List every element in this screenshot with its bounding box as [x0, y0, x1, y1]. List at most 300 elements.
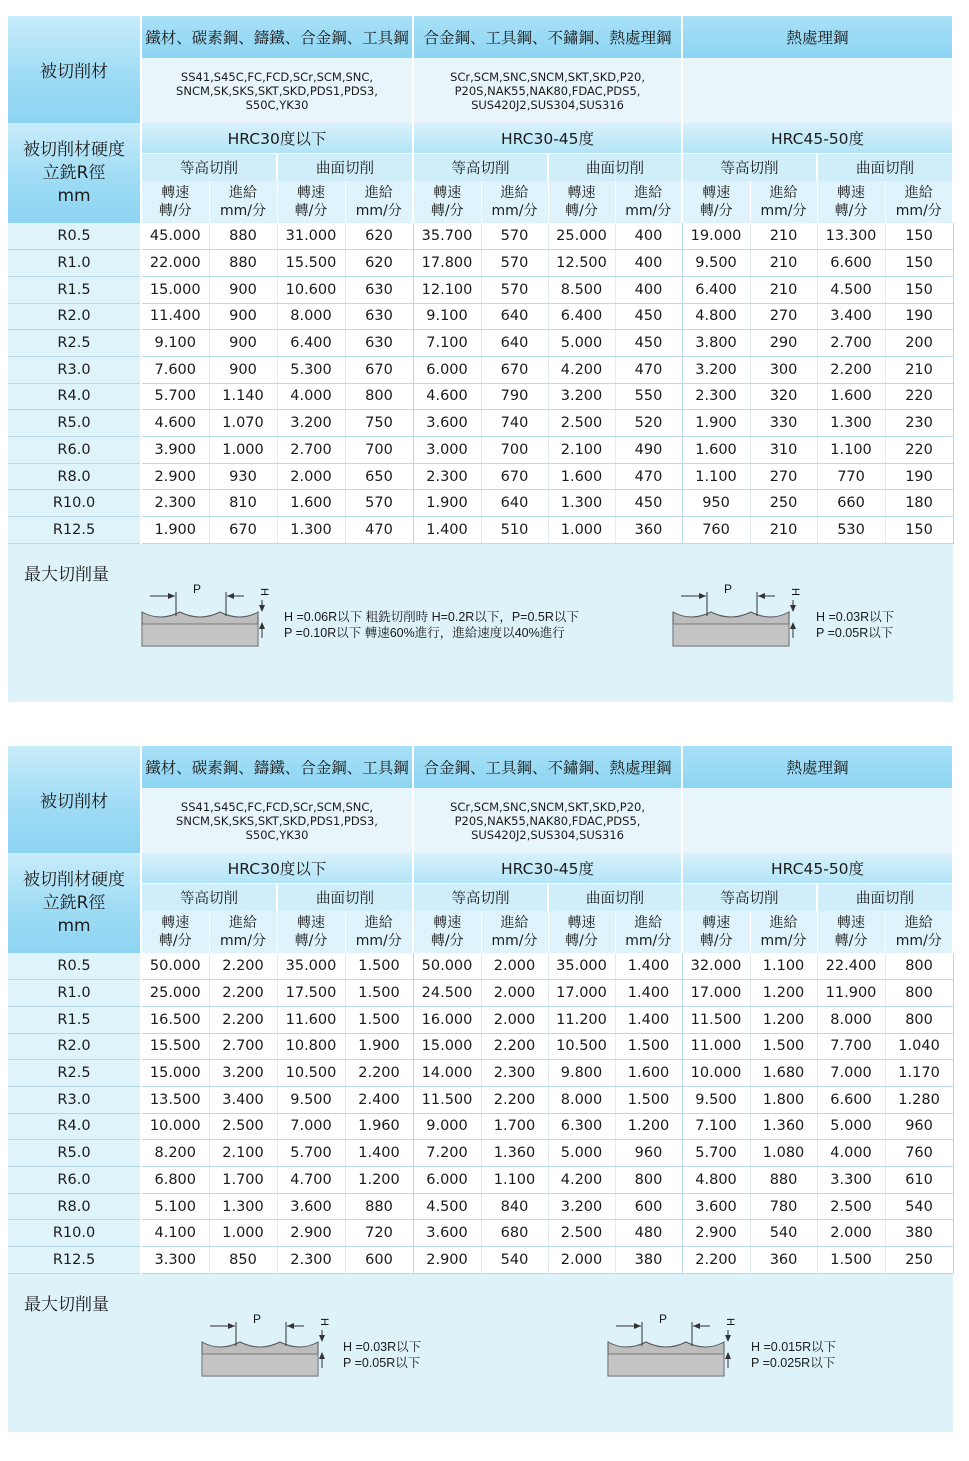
value-cell: 330 — [750, 410, 817, 437]
value-cell: 7.100 — [682, 1113, 750, 1140]
speed-unit-header: 轉速 轉/分 — [548, 911, 615, 953]
value-cell: 760 — [682, 517, 750, 544]
value-cell: 2.300 — [141, 490, 209, 517]
value-cell: 600 — [615, 1193, 682, 1220]
value-cell: 4.100 — [141, 1220, 209, 1247]
value-cell: 2.200 — [209, 980, 277, 1007]
value-cell: 2.200 — [817, 356, 885, 383]
value-cell: 10.000 — [682, 1060, 750, 1087]
value-cell: 10.500 — [548, 1033, 615, 1060]
value-cell: 530 — [817, 517, 885, 544]
value-cell: 1.300 — [209, 1193, 277, 1220]
value-cell: 2.200 — [481, 1033, 548, 1060]
value-cell: 320 — [750, 383, 817, 410]
value-cell: 2.700 — [817, 330, 885, 357]
value-cell: 640 — [481, 490, 548, 517]
radius-cell: R1.5 — [8, 276, 141, 303]
value-cell: 2.500 — [548, 410, 615, 437]
max-cut-notes-left: H =0.03R以下 P =0.05R以下 — [343, 1339, 422, 1370]
value-cell: 9.500 — [682, 250, 750, 277]
value-cell: 10.000 — [141, 1113, 209, 1140]
value-cell: 22.000 — [141, 250, 209, 277]
table-row — [8, 1220, 953, 1247]
value-cell: 3.800 — [682, 330, 750, 357]
value-cell: 660 — [817, 490, 885, 517]
value-cell: 2.200 — [209, 1006, 277, 1033]
h-dimension-label: H — [258, 587, 270, 596]
table-row — [8, 1140, 953, 1167]
value-cell: 5.000 — [548, 330, 615, 357]
value-cell: 4.500 — [413, 1193, 481, 1220]
value-cell: 4.200 — [548, 1167, 615, 1194]
value-cell: 2.200 — [682, 1247, 750, 1274]
value-cell: 3.300 — [817, 1167, 885, 1194]
value-cell: 150 — [885, 250, 953, 277]
value-cell: 13.500 — [141, 1086, 209, 1113]
value-cell: 200 — [885, 330, 953, 357]
value-cell: 5.100 — [141, 1193, 209, 1220]
mode-contour-3: 等高切削 — [682, 153, 817, 181]
value-cell: 570 — [481, 276, 548, 303]
value-cell: 960 — [615, 1140, 682, 1167]
value-cell: 570 — [481, 223, 548, 250]
value-cell: 17.500 — [277, 980, 345, 1007]
table-row — [8, 953, 953, 980]
radius-cell: R2.5 — [8, 1060, 141, 1087]
value-cell: 480 — [615, 1220, 682, 1247]
value-cell: 1.200 — [615, 1113, 682, 1140]
value-cell: 600 — [345, 1247, 413, 1274]
value-cell: 800 — [885, 953, 953, 980]
value-cell: 6.300 — [548, 1113, 615, 1140]
value-cell: 2.000 — [817, 1220, 885, 1247]
value-cell: 1.700 — [481, 1113, 548, 1140]
value-cell: 790 — [481, 383, 548, 410]
value-cell: 880 — [209, 250, 277, 277]
value-cell: 9.100 — [413, 303, 481, 330]
value-cell: 12.500 — [548, 250, 615, 277]
value-cell: 1.900 — [141, 517, 209, 544]
value-cell: 2.300 — [481, 1060, 548, 1087]
cutting-condition-table — [8, 746, 954, 1274]
value-cell: 840 — [481, 1193, 548, 1220]
value-cell: 1.900 — [345, 1033, 413, 1060]
value-cell: 680 — [481, 1220, 548, 1247]
radius-cell: R4.0 — [8, 383, 141, 410]
table-row — [8, 223, 953, 250]
value-cell: 1.900 — [413, 490, 481, 517]
value-cell: 11.200 — [548, 1006, 615, 1033]
value-cell: 1.200 — [345, 1167, 413, 1194]
value-cell: 6.400 — [682, 276, 750, 303]
value-cell: 670 — [209, 517, 277, 544]
value-cell: 2.700 — [277, 437, 345, 464]
p-dimension-label: P — [658, 1313, 668, 1326]
speed-unit-header: 轉速 轉/分 — [682, 911, 750, 953]
value-cell: 25.000 — [141, 980, 209, 1007]
value-cell: 1.300 — [277, 517, 345, 544]
mode-surface-1: 曲面切削 — [277, 153, 413, 181]
hrc-range-1: HRC30度以下 — [141, 123, 413, 153]
material-label: 被切削材 — [8, 16, 141, 123]
value-cell: 1.500 — [615, 1033, 682, 1060]
value-cell: 2.000 — [481, 953, 548, 980]
value-cell: 5.700 — [682, 1140, 750, 1167]
feed-unit-header: 進給 mm/分 — [615, 911, 682, 953]
value-cell: 670 — [481, 356, 548, 383]
value-cell: 13.300 — [817, 223, 885, 250]
value-cell: 17.000 — [682, 980, 750, 1007]
value-cell: 550 — [615, 383, 682, 410]
value-cell: 6.800 — [141, 1167, 209, 1194]
material-grades-1: SS41,S45C,FC,FCD,SCr,SCM,SNC, SNCM,SK,SKS,SKT,SKD,PDS1,PDS3, S50C,YK30 — [141, 788, 413, 853]
value-cell: 6.000 — [413, 356, 481, 383]
mode-contour-1: 等高切削 — [141, 153, 277, 181]
material-group-1: 鐵材、碳素鋼、鑄鐵、合金鋼、工具鋼 — [141, 16, 413, 58]
value-cell: 2.300 — [682, 383, 750, 410]
table-row — [8, 410, 953, 437]
value-cell: 780 — [750, 1193, 817, 1220]
value-cell: 11.600 — [277, 1006, 345, 1033]
mode-contour-2: 等高切削 — [413, 153, 548, 181]
value-cell: 3.200 — [277, 410, 345, 437]
table-row — [8, 303, 953, 330]
speed-unit-header: 轉速 轉/分 — [548, 181, 615, 223]
value-cell: 610 — [885, 1167, 953, 1194]
value-cell: 740 — [481, 410, 548, 437]
value-cell: 620 — [345, 250, 413, 277]
value-cell: 2.100 — [548, 437, 615, 464]
cut-profile-diagram — [200, 1314, 350, 1382]
table-row — [8, 980, 953, 1007]
value-cell: 210 — [750, 223, 817, 250]
radius-cell: R4.0 — [8, 1113, 141, 1140]
value-cell: 150 — [885, 276, 953, 303]
value-cell: 11.000 — [682, 1033, 750, 1060]
radius-cell: R8.0 — [8, 463, 141, 490]
value-cell: 16.000 — [413, 1006, 481, 1033]
feed-unit-header: 進給 mm/分 — [481, 181, 548, 223]
value-cell: 230 — [885, 410, 953, 437]
value-cell: 290 — [750, 330, 817, 357]
table-row — [8, 1167, 953, 1194]
value-cell: 150 — [885, 517, 953, 544]
value-cell: 1.360 — [750, 1113, 817, 1140]
value-cell: 1.500 — [345, 953, 413, 980]
value-cell: 11.500 — [413, 1086, 481, 1113]
material-group-2: 合金鋼、工具鋼、不鏽鋼、熱處理鋼 — [413, 746, 682, 788]
value-cell: 8.500 — [548, 276, 615, 303]
mode-surface-1: 曲面切削 — [277, 883, 413, 911]
value-cell: 24.500 — [413, 980, 481, 1007]
value-cell: 700 — [481, 437, 548, 464]
feed-unit-header: 進給 mm/分 — [885, 911, 953, 953]
value-cell: 960 — [885, 1113, 953, 1140]
radius-cell: R12.5 — [8, 1247, 141, 1274]
value-cell: 1.400 — [615, 980, 682, 1007]
value-cell: 2.000 — [481, 980, 548, 1007]
value-cell: 1.100 — [750, 953, 817, 980]
table-row — [8, 1193, 953, 1220]
value-cell: 25.000 — [548, 223, 615, 250]
material-group-1: 鐵材、碳素鋼、鑄鐵、合金鋼、工具鋼 — [141, 746, 413, 788]
value-cell: 540 — [481, 1247, 548, 1274]
table-row — [8, 1113, 953, 1140]
max-cut-notes-right: H =0.03R以下 P =0.05R以下 — [816, 609, 895, 640]
value-cell: 250 — [750, 490, 817, 517]
value-cell: 5.700 — [141, 383, 209, 410]
value-cell: 1.100 — [817, 437, 885, 464]
value-cell: 400 — [615, 250, 682, 277]
value-cell: 220 — [885, 437, 953, 464]
table-row — [8, 250, 953, 277]
table-row — [8, 463, 953, 490]
value-cell: 1.900 — [682, 410, 750, 437]
value-cell: 2.500 — [209, 1113, 277, 1140]
value-cell: 17.800 — [413, 250, 481, 277]
value-cell: 450 — [615, 303, 682, 330]
radius-cell: R0.5 — [8, 953, 141, 980]
value-cell: 880 — [750, 1167, 817, 1194]
value-cell: 7.600 — [141, 356, 209, 383]
value-cell: 3.200 — [209, 1060, 277, 1087]
value-cell: 6.400 — [548, 303, 615, 330]
value-cell: 150 — [885, 223, 953, 250]
value-cell: 2.500 — [548, 1220, 615, 1247]
radius-cell: R12.5 — [8, 517, 141, 544]
value-cell: 4.000 — [817, 1140, 885, 1167]
value-cell: 450 — [615, 330, 682, 357]
value-cell: 8.000 — [548, 1086, 615, 1113]
value-cell: 470 — [345, 517, 413, 544]
value-cell: 2.100 — [209, 1140, 277, 1167]
value-cell: 1.500 — [345, 980, 413, 1007]
value-cell: 1.960 — [345, 1113, 413, 1140]
value-cell: 11.400 — [141, 303, 209, 330]
speed-unit-header: 轉速 轉/分 — [817, 911, 885, 953]
value-cell: 50.000 — [141, 953, 209, 980]
value-cell: 3.600 — [413, 1220, 481, 1247]
mode-contour-1: 等高切削 — [141, 883, 277, 911]
speed-unit-header: 轉速 轉/分 — [682, 181, 750, 223]
table-row — [8, 517, 953, 544]
feed-unit-header: 進給 mm/分 — [209, 911, 277, 953]
value-cell: 3.600 — [277, 1193, 345, 1220]
value-cell: 2.300 — [413, 463, 481, 490]
value-cell: 630 — [345, 276, 413, 303]
value-cell: 250 — [885, 1247, 953, 1274]
value-cell: 470 — [615, 463, 682, 490]
value-cell: 2.000 — [548, 1247, 615, 1274]
value-cell: 800 — [615, 1167, 682, 1194]
value-cell: 1.800 — [750, 1086, 817, 1113]
value-cell: 1.000 — [548, 517, 615, 544]
table-row — [8, 1033, 953, 1060]
value-cell: 1.200 — [750, 980, 817, 1007]
value-cell: 1.040 — [885, 1033, 953, 1060]
value-cell: 17.000 — [548, 980, 615, 1007]
value-cell: 1.070 — [209, 410, 277, 437]
hrc-range-2: HRC30-45度 — [413, 853, 682, 883]
value-cell: 1.280 — [885, 1086, 953, 1113]
value-cell: 15.500 — [141, 1033, 209, 1060]
hrc-range-3: HRC45-50度 — [682, 853, 953, 883]
value-cell: 1.500 — [345, 1006, 413, 1033]
value-cell: 12.100 — [413, 276, 481, 303]
value-cell: 1.080 — [750, 1140, 817, 1167]
value-cell: 360 — [615, 517, 682, 544]
p-dimension-label: P — [723, 583, 733, 596]
value-cell: 3.200 — [548, 383, 615, 410]
value-cell: 6.600 — [817, 1086, 885, 1113]
value-cell: 210 — [750, 276, 817, 303]
value-cell: 4.500 — [817, 276, 885, 303]
hrc-range-3: HRC45-50度 — [682, 123, 953, 153]
material-group-3: 熱處理鋼 — [682, 16, 953, 58]
value-cell: 9.000 — [413, 1113, 481, 1140]
table-row — [8, 1060, 953, 1087]
material-label: 被切削材 — [8, 746, 141, 853]
value-cell: 1.400 — [413, 517, 481, 544]
value-cell: 360 — [750, 1247, 817, 1274]
value-cell: 15.500 — [277, 250, 345, 277]
p-dimension-label: P — [192, 583, 202, 596]
value-cell: 22.400 — [817, 953, 885, 980]
table-row — [8, 1006, 953, 1033]
radius-cell: R1.5 — [8, 1006, 141, 1033]
radius-cell: R6.0 — [8, 437, 141, 464]
value-cell: 9.100 — [141, 330, 209, 357]
value-cell: 300 — [750, 356, 817, 383]
radius-cell: R6.0 — [8, 1167, 141, 1194]
value-cell: 2.000 — [277, 463, 345, 490]
cutting-condition-table — [8, 16, 954, 544]
radius-cell: R5.0 — [8, 1140, 141, 1167]
material-group-2: 合金鋼、工具鋼、不鏽鋼、熱處理鋼 — [413, 16, 682, 58]
value-cell: 1.000 — [209, 1220, 277, 1247]
cut-profile-diagram — [140, 584, 290, 652]
value-cell: 7.000 — [817, 1060, 885, 1087]
max-cut-panel — [8, 544, 953, 702]
value-cell: 1.400 — [615, 1006, 682, 1033]
value-cell: 4.800 — [682, 303, 750, 330]
radius-cell: R2.5 — [8, 330, 141, 357]
value-cell: 2.900 — [682, 1220, 750, 1247]
value-cell: 800 — [885, 980, 953, 1007]
value-cell: 16.500 — [141, 1006, 209, 1033]
value-cell: 210 — [750, 517, 817, 544]
value-cell: 850 — [209, 1247, 277, 1274]
value-cell: 7.100 — [413, 330, 481, 357]
value-cell: 490 — [615, 437, 682, 464]
radius-cell: R10.0 — [8, 1220, 141, 1247]
value-cell: 900 — [209, 356, 277, 383]
value-cell: 1.300 — [817, 410, 885, 437]
material-grades-3 — [682, 788, 953, 853]
value-cell: 2.300 — [277, 1247, 345, 1274]
speed-unit-header: 轉速 轉/分 — [277, 911, 345, 953]
value-cell: 3.600 — [682, 1193, 750, 1220]
value-cell: 19.000 — [682, 223, 750, 250]
value-cell: 50.000 — [413, 953, 481, 980]
value-cell: 6.000 — [413, 1167, 481, 1194]
value-cell: 810 — [209, 490, 277, 517]
value-cell: 880 — [345, 1193, 413, 1220]
value-cell: 5.700 — [277, 1140, 345, 1167]
radius-cell: R1.0 — [8, 980, 141, 1007]
mode-surface-3: 曲面切削 — [817, 153, 953, 181]
value-cell: 3.400 — [817, 303, 885, 330]
value-cell: 15.000 — [413, 1033, 481, 1060]
value-cell: 800 — [885, 1006, 953, 1033]
radius-cell: R2.0 — [8, 1033, 141, 1060]
value-cell: 8.200 — [141, 1140, 209, 1167]
value-cell: 3.200 — [682, 356, 750, 383]
value-cell: 400 — [615, 223, 682, 250]
value-cell: 10.500 — [277, 1060, 345, 1087]
radius-cell: R5.0 — [8, 410, 141, 437]
value-cell: 1.500 — [750, 1033, 817, 1060]
value-cell: 2.200 — [481, 1086, 548, 1113]
value-cell: 1.680 — [750, 1060, 817, 1087]
value-cell: 3.400 — [209, 1086, 277, 1113]
table-row — [8, 330, 953, 357]
value-cell: 540 — [885, 1193, 953, 1220]
value-cell: 8.000 — [277, 303, 345, 330]
value-cell: 900 — [209, 303, 277, 330]
value-cell: 1.140 — [209, 383, 277, 410]
value-cell: 950 — [682, 490, 750, 517]
material-grades-3 — [682, 58, 953, 123]
table-row — [8, 1247, 953, 1274]
speed-unit-header: 轉速 轉/分 — [413, 911, 481, 953]
value-cell: 880 — [209, 223, 277, 250]
value-cell: 3.300 — [141, 1247, 209, 1274]
value-cell: 2.200 — [345, 1060, 413, 1087]
value-cell: 1.600 — [277, 490, 345, 517]
value-cell: 1.600 — [682, 437, 750, 464]
value-cell: 650 — [345, 463, 413, 490]
value-cell: 2.500 — [817, 1193, 885, 1220]
value-cell: 210 — [750, 250, 817, 277]
feed-unit-header: 進給 mm/分 — [345, 181, 413, 223]
table-row — [8, 356, 953, 383]
value-cell: 4.600 — [141, 410, 209, 437]
value-cell: 1.600 — [615, 1060, 682, 1087]
hardness-label: 被切削材硬度 立銑R徑 mm — [8, 853, 141, 953]
value-cell: 4.600 — [413, 383, 481, 410]
value-cell: 2.900 — [141, 463, 209, 490]
value-cell: 5.300 — [277, 356, 345, 383]
value-cell: 4.800 — [682, 1167, 750, 1194]
value-cell: 620 — [345, 223, 413, 250]
radius-cell: R1.0 — [8, 250, 141, 277]
value-cell: 4.200 — [548, 356, 615, 383]
value-cell: 3.900 — [141, 437, 209, 464]
value-cell: 3.200 — [548, 1193, 615, 1220]
table-row — [8, 490, 953, 517]
value-cell: 270 — [750, 463, 817, 490]
value-cell: 9.500 — [277, 1086, 345, 1113]
value-cell: 35.700 — [413, 223, 481, 250]
speed-unit-header: 轉速 轉/分 — [817, 181, 885, 223]
value-cell: 9.800 — [548, 1060, 615, 1087]
material-group-3: 熱處理鋼 — [682, 746, 953, 788]
value-cell: 32.000 — [682, 953, 750, 980]
hrc-range-2: HRC30-45度 — [413, 123, 682, 153]
value-cell: 750 — [345, 410, 413, 437]
value-cell: 1.500 — [615, 1086, 682, 1113]
